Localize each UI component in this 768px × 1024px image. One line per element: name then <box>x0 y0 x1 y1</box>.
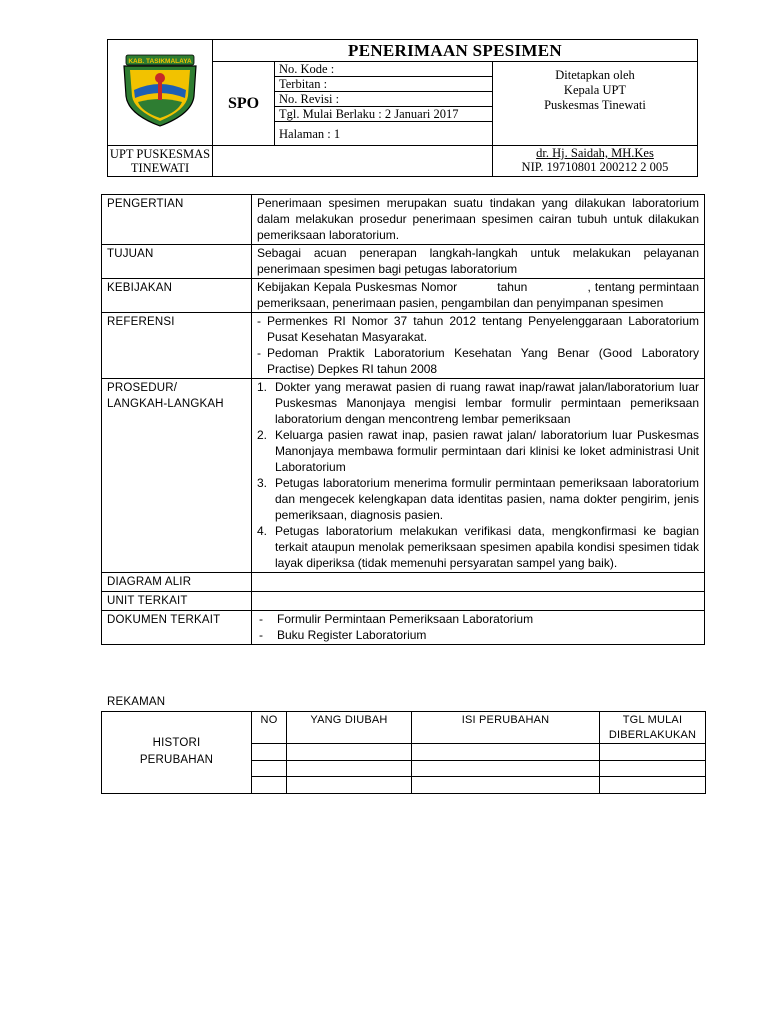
halaman-field: Halaman : 1 <box>275 122 493 146</box>
dokumen-item: - Buku Register Laboratorium <box>259 628 427 642</box>
tujuan-text: Sebagai acuan penerapan langkah-langkah untuk melakukan pelayanan penerimaan spesimen bagi petugas laboratorium <box>252 245 705 279</box>
table-cell <box>412 760 600 777</box>
diagram-alir-value <box>252 573 705 592</box>
document-title: PENERIMAAN SPESIMEN <box>213 40 698 62</box>
rekaman-table <box>101 711 706 794</box>
dokumen-terkait-list <box>252 611 705 645</box>
kabupaten-tasikmalaya-logo <box>118 52 202 130</box>
table-cell <box>412 744 600 761</box>
table-cell <box>252 760 287 777</box>
table-cell <box>600 777 706 794</box>
upt-line: UPT PUSKESMAS <box>109 147 211 161</box>
logo-cell <box>108 40 213 146</box>
histori-perubahan-label: HISTORI PERUBAHAN <box>102 712 252 794</box>
referensi-item: - Pedoman Praktik Laboratorium Kesehatan Yang Benar (Good Laboratory Practise) Depkes RI tahun 2008 <box>257 346 699 376</box>
table-cell <box>600 760 706 777</box>
col-header-yang-diubah: YANG DIUBAH <box>287 712 412 744</box>
table-cell <box>252 777 287 794</box>
referensi-list <box>252 313 705 379</box>
prosedur-label: PROSEDUR/ LANGKAH-LANGKAH <box>102 379 252 573</box>
empty-cell <box>213 146 493 177</box>
upt-name <box>108 146 213 177</box>
ditetapkan-line: Ditetapkan oleh <box>555 68 635 82</box>
terbitan-field: Terbitan : <box>275 77 493 92</box>
col-header-tgl-mulai: TGL MULAI DIBERLAKUKAN <box>600 712 706 744</box>
prosedur-step: 4. Petugas laboratorium melakukan verifikasi data, mengkonfirmasi ke bagian terkait ataupun menolak pemeriksaan spesimen apabila kondisi spesimen tidak layak diperiksa (tidak memenuhi persyaratan sampel yang baik). <box>257 524 699 570</box>
prosedur-step: 2. Keluarga pasien rawat inap, pasien rawat jalan/ laboratorium luar Puskesmas Manonjaya membawa formulir permintaan dari klinisi ke loket administrasi Unit Laboratorium <box>257 428 699 474</box>
dokumen-item: - Formulir Permintaan Pemeriksaan Laboratorium <box>259 612 534 626</box>
kebijakan-text: Kebijakan Kepala Puskesmas Nomor tahun , tentang permintaan pemeriksaan, penerimaan pasien, pengambilan dan penyimpanan spesimen <box>252 279 705 313</box>
tgl-mulai-field: Tgl. Mulai Berlaku : 2 Januari 2017 <box>275 107 493 122</box>
ditetapkan-line: Kepala UPT <box>563 83 627 97</box>
table-cell <box>412 777 600 794</box>
no-revisi-field: No. Revisi : <box>275 92 493 107</box>
kebijakan-label: KEBIJAKAN <box>102 279 252 313</box>
pengertian-label: PENGERTIAN <box>102 195 252 245</box>
col-header-isi-perubahan: ISI PERUBAHAN <box>412 712 600 744</box>
table-cell <box>287 777 412 794</box>
signatory-block <box>493 146 698 177</box>
spo-content-table <box>101 194 705 645</box>
col-header-no: NO <box>252 712 287 744</box>
dokumen-terkait-label: DOKUMEN TERKAIT <box>102 611 252 645</box>
tujuan-label: TUJUAN <box>102 245 252 279</box>
rekaman-label: REKAMAN <box>107 696 166 708</box>
unit-terkait-value <box>252 592 705 611</box>
spo-label: SPO <box>213 62 275 146</box>
spo-header-table <box>107 39 698 177</box>
logo-text: KAB. TASIKMALAYA <box>128 57 192 65</box>
signatory-name: dr. Hj. Saidah, MH.Kes <box>536 146 654 160</box>
referensi-item: - Permenkes RI Nomor 37 tahun 2012 tentang Penyelenggaraan Laboratorium Pusat Kesehatan Masyarakat. <box>257 314 699 344</box>
unit-terkait-label: UNIT TERKAIT <box>102 592 252 611</box>
no-kode-field: No. Kode : <box>275 62 493 77</box>
table-cell <box>287 744 412 761</box>
upt-line: TINEWATI <box>130 161 190 175</box>
table-cell <box>600 744 706 761</box>
pengertian-text: Penerimaan spesimen merupakan suatu tindakan yang dilakukan laboratorium dalam melakukan prosedur penerimaan spesimen cairan tubuh untuk dilakukan pemeriksaan laboratorium. <box>252 195 705 245</box>
ditetapkan-block <box>493 62 698 146</box>
table-cell <box>287 760 412 777</box>
prosedur-list <box>252 379 705 573</box>
prosedur-step: 3. Petugas laboratorium menerima formulir permintaan pemeriksaan laboratorium dan mengecek kelengkapan data identitas pasien, nama dokter pengirim, jenis pemeriksaan, diagnosis pasien. <box>257 476 699 522</box>
prosedur-step: 1. Dokter yang merawat pasien di ruang rawat inap/rawat jalan/laboratorium luar Puskesmas Manonjaya mengisi lembar formulir permintaan pemeriksaan laboratorium dengan mencontreng lembar pemeriksaan <box>257 380 699 426</box>
referensi-label: REFERENSI <box>102 313 252 379</box>
table-cell <box>252 744 287 761</box>
diagram-alir-label: DIAGRAM ALIR <box>102 573 252 592</box>
signatory-nip: NIP. 19710801 200212 2 005 <box>521 160 669 174</box>
ditetapkan-line: Puskesmas Tinewati <box>544 98 646 112</box>
